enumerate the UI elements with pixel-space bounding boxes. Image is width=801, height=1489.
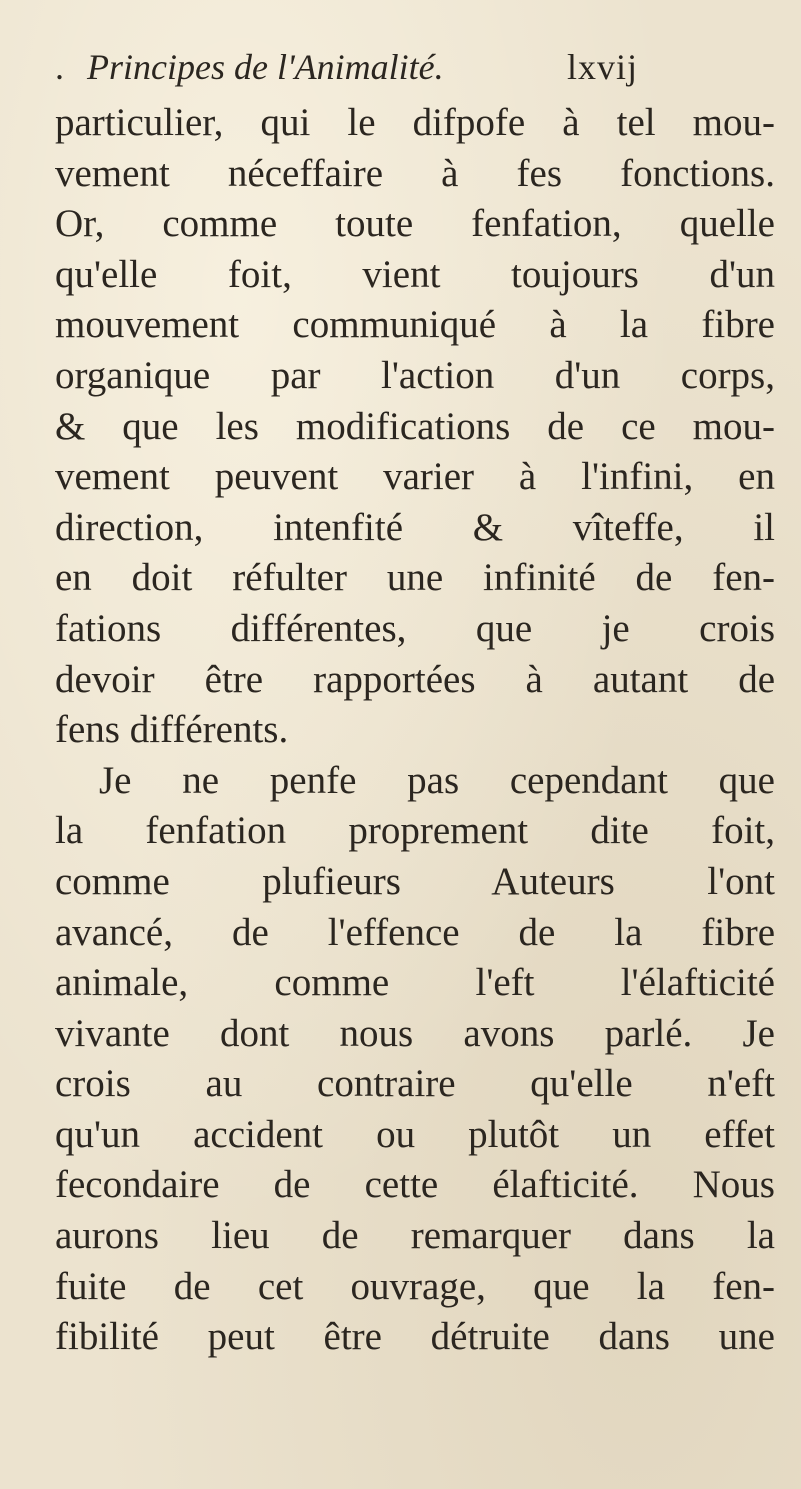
text-line: avancé, de l'effence de la fibre bbox=[55, 910, 775, 954]
paragraph-first-line: Je ne penfe pas cependant que bbox=[99, 758, 775, 802]
text-line: fens différents. bbox=[55, 708, 289, 752]
body-text bbox=[55, 98, 775, 1363]
text-line: vement néceffaire à fes fonctions. bbox=[55, 151, 775, 195]
text-line: fations différentes, que je crois bbox=[55, 606, 775, 650]
text-line: devoir être rapportées à autant de bbox=[55, 657, 775, 701]
page-number: lxvij bbox=[567, 47, 639, 87]
text-line: crois au contraire qu'elle n'eft bbox=[55, 1062, 775, 1106]
text-line: qu'elle foit, vient toujours d'un bbox=[55, 252, 775, 296]
running-head bbox=[55, 42, 755, 92]
text-line: animale, comme l'eft l'élafticité bbox=[55, 961, 775, 1005]
text-line: fecondaire de cette élafticité. Nous bbox=[55, 1163, 775, 1207]
running-head-title: Principes de l'Animalité. bbox=[87, 47, 444, 87]
text-line: mouvement communiqué à la fibre bbox=[55, 303, 775, 347]
text-line: qu'un accident ou plutôt un effet bbox=[55, 1112, 775, 1156]
text-line: vement peuvent varier à l'infini, en bbox=[55, 455, 775, 499]
text-line: vivante dont nous avons parlé. Je bbox=[55, 1011, 775, 1055]
text-line: la fenfation proprement dite foit, bbox=[55, 809, 775, 853]
text-line: aurons lieu de remarquer dans la bbox=[55, 1214, 775, 1258]
text-line: comme plufieurs Auteurs l'ont bbox=[55, 859, 775, 903]
text-line: direction, intenfité & vîteffe, il bbox=[55, 505, 775, 549]
text-line: fibilité peut être détruite dans une bbox=[55, 1315, 775, 1359]
running-head-mark: . bbox=[55, 47, 64, 87]
text-line: fuite de cet ouvrage, que la fen- bbox=[55, 1264, 775, 1308]
text-line: & que les modifications de ce mou- bbox=[55, 404, 775, 448]
text-line: organique par l'action d'un corps, bbox=[55, 353, 775, 397]
text-line: en doit réfulter une infinité de fen- bbox=[55, 556, 775, 600]
text-line: particulier, qui le difpofe à tel mou- bbox=[55, 101, 775, 144]
text-line: Or, comme toute fenfation, quelle bbox=[55, 202, 775, 246]
